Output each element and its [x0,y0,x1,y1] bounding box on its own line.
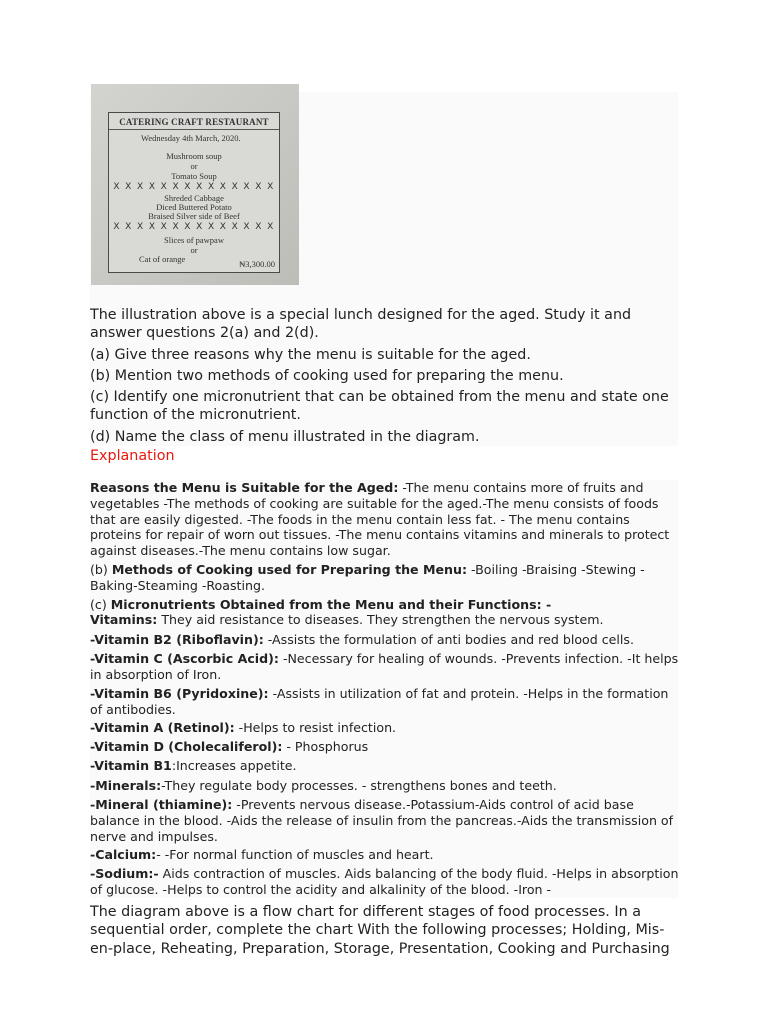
micronutrients-label: Micronutrients Obtained from the Menu and their Functions: - [110,597,552,612]
nutrient-label: -Vitamin B1 [90,758,172,773]
nutrient-text: -They regulate body processes. - strengthens bones and teeth. [161,778,557,793]
menu-date: Wednesday 4th March, 2020. [141,133,241,143]
nutrient-text: -Assists in utilization of fat and protein. -Helps in the formation of antibodies. [90,686,669,717]
question-a: (a) Give three reasons why the menu is suitable for the aged. [90,347,531,363]
nutrient-item [90,758,682,774]
menu-title: CATERING CRAFT RESTAURANT [119,117,269,127]
vitamins-label: Vitamins: [90,612,158,627]
micronutrients-heading [90,597,682,613]
vitamins-paragraph [90,612,682,628]
nutrient-text: - -For normal function of muscles and heart. [156,847,434,862]
nutrient-text: :Increases appetite. [171,758,297,773]
nutrient-label: -Vitamin B6 (Pyridoxine): [90,686,269,701]
menu-line: or [190,245,198,255]
nutrient-label: -Sodium:- [90,866,159,881]
menu-line: Mushroom soup [166,151,222,161]
nutrient-text: -Prevents nervous disease.-Potassium-Aids control of acid base balance in the blood. -Aids the release of insulin from the pancreas.-Aids the transmission of nerve and impulses. [90,797,674,844]
methods-label: Methods of Cooking used for Preparing the Menu: [111,562,468,577]
reasons-paragraph [90,480,682,559]
menu-line: Shreded Cabbage [164,193,224,203]
nutrient-item [90,632,682,648]
flowchart-question: The diagram above is a flow chart for different stages of food processes. In a sequential order, complete the chart With the following processes; Holding, Mis-en-place, Reheating, Preparation, Storage, Presentation, Cooking and Purchasing [90,904,670,957]
methods-text: -Boiling -Braising -Stewing -Baking-Steaming -Roasting. [90,562,645,593]
explanation-heading: Explanation [90,448,175,464]
nutrient-text: -Assists the formulation of anti bodies and red blood cells. [263,632,634,647]
nutrient-text: -Necessary for healing of wounds. -Prevents infection. -It helps in absorption of Iron. [90,651,679,682]
menu-x-divider: X X X X X X X X X X X X X X [113,222,275,232]
menu-line: Tomato Soup [171,171,217,181]
menu-line: Braised Silver side of Beef [148,211,240,221]
menu-line: or [190,161,198,171]
question-d: (d) Name the class of menu illustrated in the diagram. [90,429,480,445]
nutrient-label: -Minerals: [90,778,162,793]
nutrient-item [90,847,682,863]
methods-prefix: (b) [90,562,112,577]
nutrient-text: Aids contraction of muscles. Aids balancing of the body fluid. -Helps in absorption of glucose. -Helps to control the acidity and alkalinity of the blood. -Iron - [90,866,679,897]
menu-x-divider: X X X X X X X X X X X X X X [113,182,275,192]
micronutrients-prefix: (c) [90,597,111,612]
nutrient-label: -Calcium: [90,847,157,862]
nutrient-label: -Vitamin A (Retinol): [90,720,235,735]
question-intro: The illustration above is a special lunch designed for the aged. Study it and answer questions 2(a) and 2(d). [90,307,632,341]
menu-photo [91,84,299,285]
nutrient-text: -Helps to resist infection. [234,720,397,735]
reasons-label: Reasons the Menu is Suitable for the Aged: [90,480,399,495]
menu-divider-line [109,129,279,130]
nutrient-item [90,778,682,794]
menu-card [108,112,280,273]
nutrient-item [90,739,682,755]
nutrient-label: -Vitamin B2 (Riboflavin): [90,632,264,647]
reasons-text: -The menu contains more of fruits and vegetables -The methods of cooking are suitable for the aged.-The menu consists of foods that are easily digested. -The foods in the menu contain less fat. - The menu contains proteins for repair of worn out tissues. -The menu contains vitamins and minerals to protect against diseases.-The menu contains low sugar. [90,480,670,559]
methods-paragraph [90,562,682,594]
nutrient-item [90,651,682,683]
menu-line: Cat of orange [139,254,186,264]
nutrient-item [90,797,682,844]
nutrient-item [90,686,682,718]
menu-line: Slices of pawpaw [164,235,224,245]
nutrient-item [90,720,682,736]
vitamins-text: They aid resistance to diseases. They strengthen the nervous system. [157,612,604,627]
nutrient-label: -Mineral (thiamine): [90,797,233,812]
nutrient-label: -Vitamin D (Cholecaliferol): [90,739,283,754]
menu-line: Diced Buttered Potato [156,202,232,212]
question-b: (b) Mention two methods of cooking used for preparing the menu. [90,368,564,384]
nutrient-text: - Phosphorus [282,739,369,754]
menu-price: ₦3,300.00 [239,259,275,269]
nutrient-item [90,866,682,898]
nutrient-label: -Vitamin C (Ascorbic Acid): [90,651,279,666]
question-c: (c) Identify one micronutrient that can be obtained from the menu and state one function of the micronutrient. [90,389,669,423]
